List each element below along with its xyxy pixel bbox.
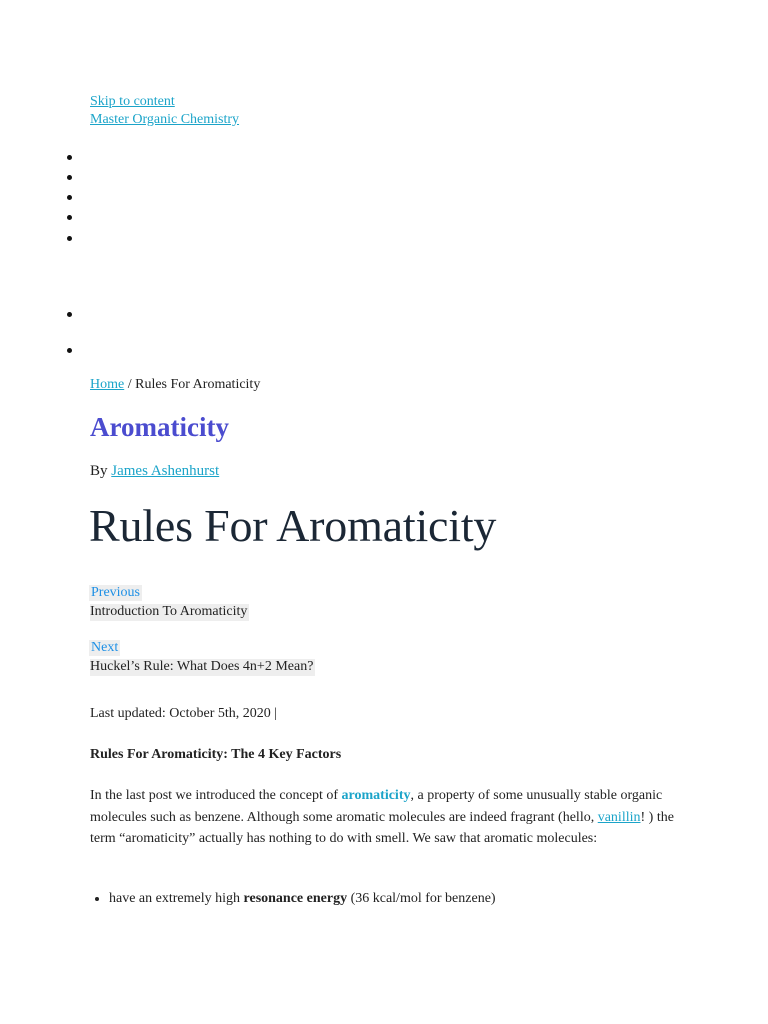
author-link[interactable]: James Ashenhurst xyxy=(111,463,220,479)
next-post-label[interactable]: Next xyxy=(91,640,119,655)
menu-item[interactable] xyxy=(66,194,74,202)
byline-label: By xyxy=(90,463,112,479)
breadcrumb-home-link[interactable]: Home xyxy=(90,377,125,392)
menu-item[interactable] xyxy=(66,311,74,319)
category-title: Aromaticity xyxy=(90,412,229,442)
skip-to-content-link[interactable]: Skip to content xyxy=(90,94,175,109)
previous-post-title[interactable]: Introduction To Aromaticity xyxy=(90,604,248,619)
properties-list xyxy=(90,888,496,909)
menu-item[interactable] xyxy=(66,214,74,222)
byline xyxy=(90,463,219,480)
previous-post-label[interactable]: Previous xyxy=(91,585,140,600)
site-name-link[interactable]: Master Organic Chemistry xyxy=(90,112,240,127)
menu-item[interactable] xyxy=(66,154,74,162)
next-post-title[interactable]: Huckel’s Rule: What Does 4n+2 Mean? xyxy=(90,659,314,674)
para-text: In the last post we introduced the concept of xyxy=(90,788,342,803)
list-item: • have an extremely high resonance energy (36 kcal/mol for benzene) xyxy=(109,888,496,909)
breadcrumb xyxy=(90,377,260,393)
menu-item[interactable] xyxy=(66,347,74,355)
intro-paragraph xyxy=(90,785,680,850)
page-title: Rules For Aromaticity xyxy=(89,500,497,551)
breadcrumb-separator: / xyxy=(124,377,136,392)
last-updated: Last updated: October 5th, 2020 | xyxy=(90,706,278,721)
para-text: ! ) the term “aromaticity” actually has nothing to do with smell. We saw that aromatic molecules: xyxy=(90,809,674,846)
breadcrumb-current: Rules For Aromaticity xyxy=(135,377,261,392)
section-subheading: Rules For Aromaticity: The 4 Key Factors xyxy=(90,747,342,762)
para-text: , a property of some unusually stable organic molecules such as benzene. Although some aromatic molecules are indeed fragrant (hello, xyxy=(90,788,663,825)
aromaticity-link[interactable]: aromaticity xyxy=(341,788,411,803)
menu-item[interactable] xyxy=(66,174,74,182)
vanillin-link[interactable]: vanillin xyxy=(597,809,641,825)
menu-item[interactable] xyxy=(66,235,74,243)
